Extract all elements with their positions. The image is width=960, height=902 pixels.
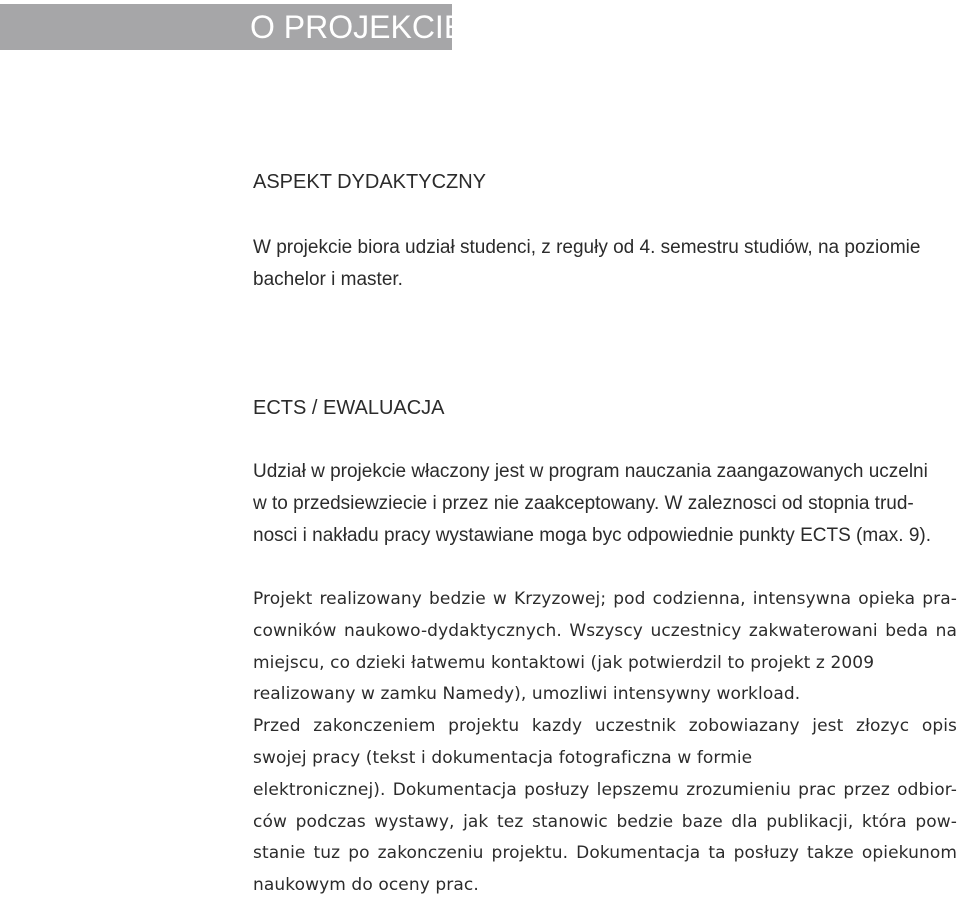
text-line: realizowany w zamku Namedy), umozliwi intensywny workload. (253, 684, 801, 705)
text-line: w to przedsiewziecie i przez nie zaakceptowany. W zaleznosci od stopnia trud- (253, 493, 914, 514)
text-line: Przed zakonczeniem projektu kazdy uczestnik zobowiazany jest złozyc opis (253, 716, 957, 737)
text-line: Udział w projekcie właczony jest w program nauczania zaangazowanych uczelni (253, 461, 928, 482)
text-line: W projekcie biora udział studenci, z reguły od 4. semestru studiów, na poziomie (253, 237, 921, 258)
text-line: elektronicznej). Dokumentacja posłuzy lepszemu zrozumieniu prac przez odbior- (253, 779, 957, 800)
text-line: ców podczas wystawy, jak tez stanowic bedzie baze dla publikacji, która pow- (253, 811, 957, 832)
text-line: stanie tuz po zakonczeniu projektu. Dokumentacja ta posłuzy takze opiekunom (253, 843, 957, 864)
section-heading: ECTS / EWALUACJA (253, 397, 445, 419)
page-title: O PROJEKCIE (250, 9, 466, 45)
paragraph (253, 456, 957, 552)
section-ects-ewaluacja (253, 396, 957, 420)
paragraph (253, 584, 957, 902)
body-text-block (253, 584, 957, 902)
paragraph (253, 232, 957, 296)
text-line: miejscu, co dzieki łatwemu kontaktowi (jak potwierdzil to projekt z 2009 (253, 652, 875, 673)
text-line: nosci i nakładu pracy wystawiane moga byc odpowiednie punkty ECTS (max. 9). (253, 525, 931, 546)
page-title-bar (0, 4, 466, 50)
text-line: naukowym do oceny prac. (253, 875, 479, 896)
section-aspekt-dydaktyczny (253, 170, 957, 194)
text-line: cowników naukowo-dydaktycznych. Wszyscy uczestnicy zakwaterowani beda na (253, 620, 957, 641)
section-ects-paragraph (253, 456, 957, 552)
text-line: bachelor i master. (253, 269, 403, 290)
text-line: swojej pracy (tekst i dokumentacja fotograficzna w formie (253, 747, 753, 768)
text-line: Projekt realizowany bedzie w Krzyzowej; pod codzienna, intensywna opieka pra- (253, 589, 957, 609)
section-aspekt-paragraph (253, 232, 957, 296)
section-heading: ASPEKT DYDAKTYCZNY (253, 171, 487, 193)
